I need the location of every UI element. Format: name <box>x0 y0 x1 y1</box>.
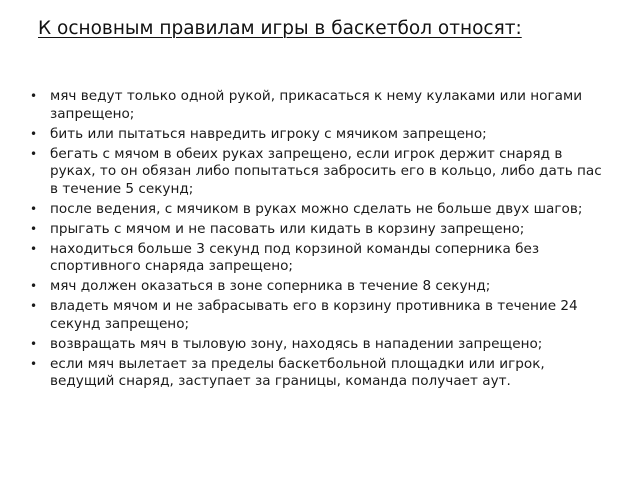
bullet-icon: • <box>30 241 38 256</box>
bullet-icon: • <box>30 89 38 103</box>
list-item <box>30 126 610 144</box>
list-item <box>30 221 610 239</box>
bullet-icon: • <box>30 201 38 216</box>
rule-text: прыгать с мячом и не пасовать или кидать в корзину запрещено; <box>50 220 525 237</box>
rule-text: мяч должен оказаться в зоне соперника в течение 8 секунд; <box>50 278 491 294</box>
bullet-icon: • <box>30 221 38 236</box>
bullet-icon: • <box>30 336 38 351</box>
rule-text: мяч ведут только одной рукой, прикасаться к нему кулаками или ногами запрещено; <box>50 88 583 122</box>
rule-text: после ведения, с мячиком в руках можно сделать не больше двух шагов; <box>50 200 583 217</box>
list-item <box>30 336 610 354</box>
rule-text: возвращать мяч в тыловую зону, находясь в нападении запрещено; <box>50 335 543 352</box>
list-item <box>30 356 610 391</box>
bullet-icon: • <box>30 356 38 371</box>
list-item <box>30 241 610 276</box>
list-item <box>30 298 610 333</box>
bullet-icon: • <box>30 126 38 141</box>
bullet-icon: • <box>30 146 38 161</box>
list-item <box>30 146 610 199</box>
rule-text: владеть мячом и не забрасывать его в корзину противника в течение 24 секунд запрещено; <box>50 298 578 332</box>
slide-title: К основным правилам игры в баскетбол относят: <box>38 18 522 39</box>
list-item <box>30 201 610 219</box>
rule-text: бегать с мячом в обеих руках запрещено, если игрок держит снаряд в руках, то он обязан либо попытаться забросить его в кольцо, либо дать пас в течение 5 секунд; <box>50 145 602 197</box>
bullet-icon: • <box>30 299 38 313</box>
list-item <box>30 278 610 296</box>
rule-text: бить или пытаться навредить игроку с мячиком запрещено; <box>50 125 487 142</box>
list-item <box>30 88 610 123</box>
rule-text: находиться больше 3 секунд под корзиной команды соперника без спортивного снаряда запрещено; <box>50 240 540 274</box>
rule-text: если мяч вылетает за пределы баскетбольной площадки или игрок, ведущий снаряд, заступает за границы, команда получает аут. <box>50 355 545 389</box>
bullet-icon: • <box>30 279 38 293</box>
rules-list <box>30 88 610 393</box>
